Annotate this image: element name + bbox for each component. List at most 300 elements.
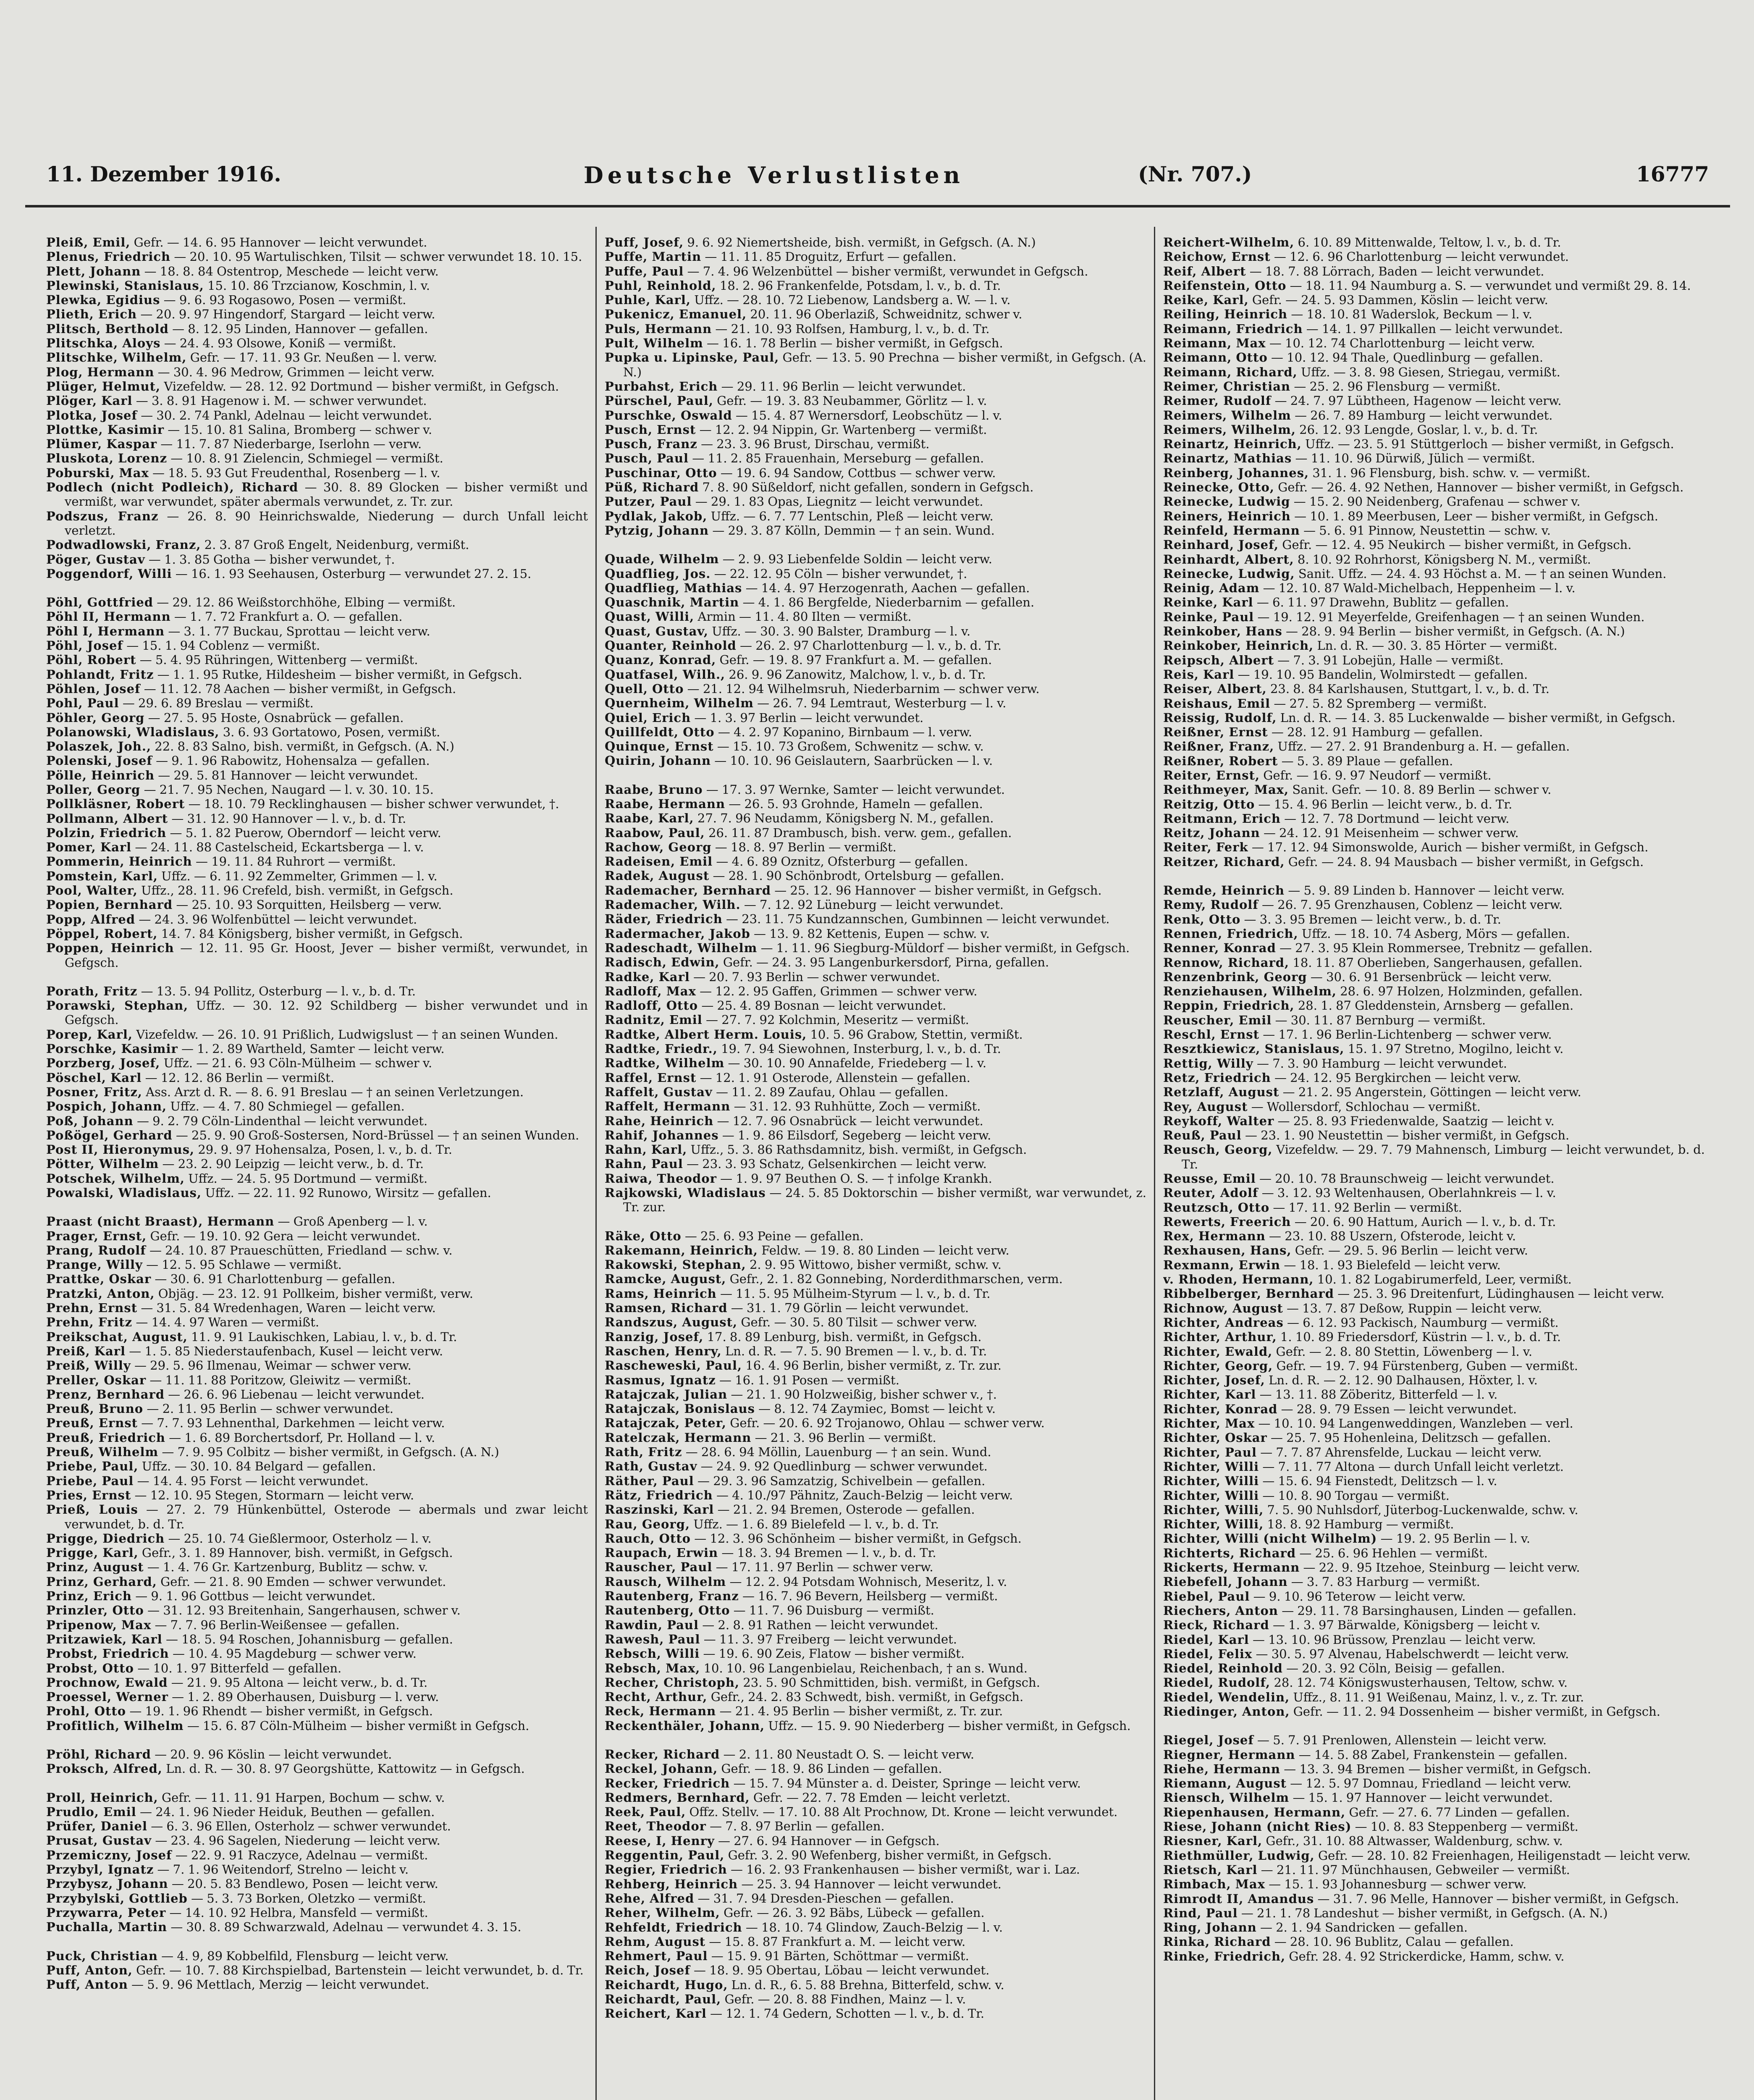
casualty-details: — 18. 8. 84 Ostentrop, Meschede — leicht verw. <box>144 264 439 278</box>
casualty-entry <box>605 1646 1146 1661</box>
casualty-details: — 28. 9. 94 Berlin — bisher vermißt, in Gefgsch. (A. N.) <box>1286 624 1625 639</box>
casualty-details: — 29. 12. 86 Weißstorchhöhe, Elbing — vermißt. <box>157 595 456 610</box>
casualty-details: — 15. 9. 91 Bärten, Schöttmar — vermißt. <box>711 1949 969 1964</box>
casualty-name: Pratzki, Anton, <box>46 1286 155 1301</box>
casualty-name: Rahif, Johannes <box>605 1128 719 1142</box>
casualty-name: Reinhardt, Albert, <box>1163 552 1294 567</box>
casualty-details: — 27. 5. 95 Hoste, Osnabrück — gefallen. <box>148 710 404 725</box>
casualty-name: Radisch, Edwin, <box>605 955 720 970</box>
casualty-details: — 2. 1. 94 Sandricken — gefallen. <box>1260 1920 1468 1935</box>
casualty-entry <box>605 1114 1146 1128</box>
casualty-entry <box>605 826 1146 840</box>
casualty-entry <box>46 609 588 624</box>
casualty-name: Pohl, Paul <box>46 696 119 711</box>
casualty-column-2 <box>605 235 1146 2100</box>
casualty-entry <box>46 1056 588 1070</box>
casualty-name: Riehe, Hermann <box>1163 1761 1281 1776</box>
casualty-details: — 27. 6. 94 Hannover — in Gefgsch. <box>718 1833 940 1848</box>
casualty-name: Retzlaff, August <box>1163 1085 1279 1100</box>
casualty-name: Prusat, Gustav <box>46 1833 152 1848</box>
casualty-details: 31. 1. 96 Flensburg, bish. schw. v. — vermißt. <box>1312 465 1591 480</box>
casualty-entry <box>605 466 1146 480</box>
casualty-name: Preuß, Bruno <box>46 1402 144 1416</box>
casualty-entry <box>1163 437 1705 451</box>
casualty-details: — 25. 6. 93 Peine — gefallen. <box>684 1228 864 1243</box>
casualty-entry <box>605 1805 1146 1819</box>
casualty-details: — 1. 2. 89 Wartheld, Samter — leicht verw. <box>181 1042 445 1056</box>
casualty-name: Proksch, Alfred, <box>46 1761 163 1776</box>
casualty-entry <box>1163 1344 1705 1359</box>
casualty-details: — 24. 10. 87 Praueschütten, Friedland — schw. v. <box>149 1243 453 1257</box>
casualty-details: Uffz. — 6. 11. 92 Zemmelter, Grimmen — l. v. <box>161 869 438 883</box>
casualty-entry <box>605 1978 1146 1992</box>
casualty-details: — 12. 2. 94 Potsdam Wohnisch, Meseritz, l. v. <box>729 1574 1007 1589</box>
casualty-name: Prager, Ernst, <box>46 1228 147 1243</box>
casualty-details: — 17. 12. 94 Simonswolde, Aurich — bisher vermißt, in Gefgsch. <box>1251 840 1649 855</box>
casualty-details: Armin — 11. 4. 80 Ilten — vermißt. <box>697 609 912 624</box>
casualty-name: Quatfasel, Wilh., <box>605 667 726 682</box>
casualty-name: Radek, August <box>605 869 710 883</box>
casualty-name: Prenz, Bernhard <box>46 1387 165 1402</box>
casualty-name: Reinig, Adam <box>1163 581 1260 596</box>
casualty-entry <box>1163 984 1705 998</box>
casualty-entry <box>605 753 1146 768</box>
casualty-entry <box>46 1099 588 1113</box>
casualty-name: Puls, Hermann <box>605 321 712 336</box>
casualty-entry <box>46 552 588 567</box>
casualty-entry <box>605 1661 1146 1675</box>
casualty-details: — 16. 1. 91 Posen — vermißt. <box>719 1373 899 1387</box>
casualty-details: — 20. 5. 83 Bendlewo, Posen — leicht verw. <box>171 1877 438 1891</box>
casualty-details: — 1. 3. 85 Gotha — bisher verwundet, †. <box>148 552 395 567</box>
casualty-details: — 15. 4. 96 Berlin — leicht verw., b. d. Tr. <box>1258 797 1513 811</box>
casualty-entry <box>46 1575 588 1589</box>
casualty-entry <box>1163 350 1705 365</box>
casualty-entry <box>46 1387 588 1402</box>
casualty-name: Räther, Paul <box>605 1473 694 1488</box>
casualty-details: — 29. 3. 87 Kölln, Demmin — † an sein. Wund. <box>712 523 995 538</box>
casualty-entry <box>605 408 1146 423</box>
casualty-entry <box>605 883 1146 898</box>
casualty-details: Gefr. — 20. 6. 92 Trojanowo, Ohlau — schwer verw. <box>730 1416 1045 1431</box>
casualty-name: Pöhl I, Hermann <box>46 624 165 638</box>
casualty-details: Gefr. — 21. 8. 90 Emden — schwer verwundet. <box>160 1574 446 1589</box>
casualty-entry <box>46 1229 588 1243</box>
casualty-entry <box>1163 379 1705 394</box>
casualty-entry <box>605 609 1146 624</box>
casualty-details: — 21. 10. 93 Rolfsen, Hamburg, l. v., b. d. Tr. <box>715 321 990 336</box>
casualty-name: Rahn, Paul <box>605 1157 683 1171</box>
casualty-details: — 25. 9. 90 Groß-Sostersen, Nord-Brüssel — † an seinen Wunden. <box>176 1128 579 1142</box>
casualty-details: — 7. 4. 96 Welzenbüttel — bisher vermißt, verwundet in Gefgsch. <box>687 264 1088 278</box>
casualty-name: Renziehausen, Wilhelm, <box>1163 984 1337 999</box>
casualty-name: Proessel, Werner <box>46 1690 168 1704</box>
casualty-details: — 31. 12. 93 Ruhhütte, Zoch — vermißt. <box>734 1099 981 1114</box>
casualty-details: — 16. 1. 93 Seehausen, Osterburg — verwundet 27. 2. 15. <box>175 566 532 581</box>
casualty-entry <box>1163 293 1705 307</box>
casualty-details: — Groß Apenberg — l. v. <box>278 1214 428 1229</box>
casualty-name: Resztkiewicz, Stanislaus, <box>1163 1042 1345 1056</box>
casualty-name: Reichardt, Hugo, <box>605 1977 728 1992</box>
casualty-details: — 11. 10. 96 Dürwiß, Jülich — vermißt. <box>1295 451 1535 466</box>
casualty-entry <box>1163 1690 1705 1704</box>
casualty-details: — 21. 7. 95 Nechen, Naugard — l. v. 30. 10. 15. <box>144 782 434 797</box>
casualty-details: — 24. 4. 93 Olsowe, Koniß — vermißt. <box>164 336 396 351</box>
casualty-name: Reppin, Friedrich, <box>1163 998 1295 1013</box>
casualty-entry <box>605 1834 1146 1848</box>
casualty-entry <box>605 1963 1146 1977</box>
casualty-entry <box>605 350 1146 379</box>
casualty-entry <box>1163 1387 1705 1402</box>
casualty-entry <box>46 1027 588 1042</box>
casualty-name: Rehm, August <box>605 1934 706 1949</box>
casualty-entry <box>1163 1416 1705 1431</box>
casualty-details: 3. 6. 93 Gortatowo, Posen, vermißt. <box>223 724 440 739</box>
casualty-entry <box>46 941 588 970</box>
casualty-details: — 7. 7. 96 Berlin-Weißensee — gefallen. <box>155 1617 400 1632</box>
casualty-details: — 28. 6. 94 Möllin, Lauenburg — † an sein. Wund. <box>685 1445 991 1460</box>
casualty-name: Radtke, Albert Herm. Louis, <box>605 1027 807 1042</box>
casualty-entry <box>605 653 1146 667</box>
header-rule <box>25 205 1730 207</box>
casualty-details: — 11. 12. 78 Aachen — bisher vermißt, in Gefgsch. <box>144 681 456 696</box>
casualty-name: Prigge, Karl, <box>46 1546 139 1560</box>
casualty-name: Ranzig, Josef, <box>605 1329 704 1344</box>
casualty-entry <box>46 480 588 509</box>
casualty-entry <box>605 1848 1146 1862</box>
casualty-details: — 2. 11. 95 Berlin — schwer verwundet. <box>147 1402 393 1416</box>
casualty-name: Radtke, Friedr., <box>605 1042 718 1056</box>
casualty-entry <box>605 1819 1146 1833</box>
casualty-details: Gefr. — 19. 10. 92 Gera — leicht verwundet. <box>150 1228 421 1243</box>
casualty-entry <box>1163 581 1705 595</box>
casualty-entry <box>605 667 1146 682</box>
casualty-name: Plottke, Kasimir <box>46 422 165 437</box>
casualty-name: Redmers, Bernhard, <box>605 1790 750 1805</box>
casualty-entry <box>605 1719 1146 1733</box>
casualty-name: Rewerts, Freerich <box>1163 1214 1291 1229</box>
casualty-entry <box>46 1445 588 1459</box>
casualty-name: Reissig, Rudolf, <box>1163 710 1277 725</box>
casualty-name: Prieß, Louis <box>46 1502 138 1517</box>
casualty-entry <box>605 509 1146 523</box>
casualty-entry <box>1163 1675 1705 1690</box>
casualty-entry <box>46 1330 588 1344</box>
casualty-entry <box>1163 264 1705 278</box>
casualty-entry <box>605 869 1146 883</box>
casualty-details: — 15. 2. 90 Neidenberg, Grafenau — schwer v. <box>1293 494 1581 509</box>
casualty-name: Prang, Rudolf <box>46 1243 146 1257</box>
casualty-name: Raschen, Henry, <box>605 1344 722 1358</box>
casualty-details: — 11. 2. 89 Zaufau, Ohlau — gefallen. <box>716 1084 949 1099</box>
casualty-entry <box>605 1502 1146 1517</box>
casualty-name: Pöger, Gustav <box>46 552 145 567</box>
casualty-name: Plitschka, Aloys <box>46 336 161 351</box>
casualty-entry <box>605 595 1146 609</box>
casualty-entry <box>1163 1848 1705 1863</box>
casualty-entry <box>46 1531 588 1546</box>
casualty-details: — 20. 10. 78 Braunschweig — leicht verwundet. <box>1259 1171 1555 1186</box>
casualty-details: Gefr. — 2. 8. 80 Stettin, Löwenberg — l. v. <box>1276 1344 1533 1359</box>
casualty-details: — 9. 10. 96 Teterow — leicht verw. <box>1253 1589 1466 1604</box>
casualty-entry <box>46 1071 588 1085</box>
casualty-name: Post II, Hieronymus, <box>46 1142 195 1157</box>
casualty-name: Reichert, Karl <box>605 2006 707 2021</box>
casualty-entry <box>1163 624 1705 638</box>
casualty-name: Richter, Willi <box>1163 1474 1259 1488</box>
casualty-name: Reinhard, Josef, <box>1163 538 1279 552</box>
casualty-details: — 21. 12. 94 Wilhelmsruh, Niederbarnim — schwer verw. <box>687 681 1040 696</box>
casualty-entry <box>46 638 588 653</box>
casualty-name: Rehfeldt, Friedrich <box>605 1920 742 1935</box>
casualty-details: — 18. 8. 97 Berlin — vermißt. <box>715 840 897 854</box>
casualty-name: Rickerts, Hermann <box>1163 1560 1300 1575</box>
casualty-details: — 10. 12. 94 Thale, Quedlinburg — gefallen. <box>1271 350 1544 365</box>
casualty-name: Rau, Georg, <box>605 1517 690 1531</box>
casualty-name: Riethmüller, Ludwig, <box>1163 1848 1315 1863</box>
casualty-entry <box>605 1949 1146 1963</box>
casualty-details: — 7. 9. 95 Colbitz — bisher vermißt, in Gefgsch. (A. N.) <box>162 1445 499 1460</box>
casualty-entry <box>46 1286 588 1301</box>
casualty-entry <box>46 753 588 768</box>
casualty-entry <box>605 278 1146 293</box>
casualty-details: Gefr. — 17. 11. 93 Gr. Neußen — l. verw. <box>190 350 437 365</box>
casualty-name: Reitmann, Erich <box>1163 811 1281 826</box>
casualty-name: Pölle, Heinrich <box>46 768 155 782</box>
casualty-details: 10. 1. 82 Logabirumerfeld, Leer, vermißt. <box>1317 1272 1572 1287</box>
casualty-entry <box>605 1027 1146 1042</box>
casualty-details: — 25. 10. 74 Gießlermoor, Osterholz — l. v. <box>168 1531 432 1546</box>
casualty-entry <box>46 1661 588 1675</box>
casualty-name: Pomstein, Karl, <box>46 869 158 883</box>
casualty-name: Quast, Willi, <box>605 609 695 624</box>
section-gap <box>46 1935 588 1949</box>
casualty-entry <box>605 293 1146 307</box>
casualty-details: — 15. 8. 87 Frankfurt a. M. — leicht verw. <box>709 1934 966 1949</box>
casualty-details: — 12. 12. 86 Berlin — vermißt. <box>145 1070 335 1085</box>
casualty-entry <box>1163 423 1705 437</box>
casualty-name: Pöhl II, Hermann <box>46 609 171 624</box>
casualty-details: — 25. 4. 89 Bosnan — leicht verwundet. <box>701 998 946 1013</box>
casualty-details: — 30. 6. 91 Bersenbrück — leicht verw. <box>1310 969 1552 984</box>
casualty-name: Przemiczny, Josef <box>46 1848 172 1862</box>
casualty-entry <box>605 1157 1146 1171</box>
casualty-name: Preiß, Willy <box>46 1358 131 1373</box>
casualty-name: Porep, Karl, <box>46 1027 133 1042</box>
casualty-entry <box>605 1531 1146 1546</box>
casualty-entry <box>1163 1286 1705 1301</box>
casualty-name: Plüger, Helmut, <box>46 379 161 394</box>
casualty-name: Reich, Josef <box>605 1963 690 1978</box>
casualty-entry <box>605 336 1146 350</box>
casualty-name: Rautenberg, Otto <box>605 1603 730 1618</box>
casualty-entry <box>46 624 588 638</box>
casualty-details: Gefr. — 24. 3. 95 Langenburkersdorf, Pirna, gefallen. <box>723 955 1049 970</box>
casualty-name: Pohlandt, Fritz <box>46 667 154 682</box>
casualty-entry <box>1163 1272 1705 1286</box>
casualty-details: — 18. 10. 81 Waderslok, Beckum — l. v. <box>1291 307 1532 322</box>
casualty-entry <box>1163 307 1705 321</box>
casualty-entry <box>605 1445 1146 1459</box>
casualty-details: — 1. 3. 97 Bärwalde, Königsberg — leicht v. <box>1272 1618 1541 1633</box>
casualty-name: Pripenow, Max <box>46 1617 152 1632</box>
casualty-entry <box>1163 394 1705 408</box>
casualty-name: Rawesh, Paul <box>605 1632 700 1646</box>
casualty-details: Ln. d. R. — 2. 12. 90 Dalhausen, Höxter, l. v. <box>1269 1373 1538 1388</box>
casualty-name: Preller, Oskar <box>46 1373 147 1387</box>
casualty-entry <box>605 394 1146 408</box>
casualty-details: — 27. 2. 79 Hünkenbüttel, Osterode — abermals und zwar leicht verwundet, b. d. Tr. <box>65 1502 588 1531</box>
casualty-entry <box>605 1071 1146 1085</box>
casualty-entry <box>1163 1373 1705 1387</box>
casualty-name: Pospich, Johann, <box>46 1099 167 1114</box>
casualty-name: Radtke, Wilhelm <box>605 1056 725 1071</box>
casualty-entry <box>46 1906 588 1920</box>
casualty-entry <box>1163 1877 1705 1891</box>
casualty-name: Rahn, Karl, <box>605 1142 687 1157</box>
casualty-name: Reinartz, Heinrich, <box>1163 437 1302 452</box>
casualty-entry <box>46 1243 588 1257</box>
casualty-name: Reinberg, Johannes, <box>1163 465 1309 480</box>
casualty-details: — 15. 1. 97 Hannover — leicht verwundet. <box>1293 1790 1553 1805</box>
casualty-details: — 2. 9. 93 Liebenfelde Soldin — leicht verw. <box>722 552 992 567</box>
casualty-name: Przywarra, Peter <box>46 1905 166 1920</box>
casualty-details: — 28. 12. 91 Hamburg — gefallen. <box>1271 725 1483 740</box>
casualty-name: Preikschat, August, <box>46 1329 188 1344</box>
casualty-name: Richter, Andreas <box>1163 1315 1284 1330</box>
casualty-name: Regier, Friedrich <box>605 1862 727 1877</box>
casualty-entry <box>46 1949 588 1963</box>
casualty-name: Polzin, Friedrich <box>46 825 167 840</box>
page-number: 16777 <box>1636 162 1709 186</box>
casualty-entry <box>46 1157 588 1171</box>
casualty-name: Radloff, Max <box>605 984 696 998</box>
casualty-name: Potschek, Wilhelm, <box>46 1171 185 1186</box>
casualty-details: — Wollersdorf, Schlochau — vermißt. <box>1251 1099 1481 1114</box>
casualty-name: Pröhl, Richard <box>46 1747 151 1761</box>
casualty-details: 1. 10. 89 Friedersdorf, Küstrin — l. v., b. d. Tr. <box>1280 1330 1561 1344</box>
casualty-name: Renner, Konrad <box>1163 941 1276 956</box>
casualty-name: Radnitz, Emil <box>605 1013 703 1027</box>
casualty-entry <box>46 1085 588 1099</box>
casualty-entry <box>1163 754 1705 768</box>
casualty-name: Quinque, Ernst <box>605 739 714 754</box>
casualty-name: Preiß, Karl <box>46 1344 126 1358</box>
casualty-entry <box>605 552 1146 566</box>
casualty-details: — 6. 11. 97 Drawehn, Bublitz — gefallen. <box>1256 595 1509 610</box>
casualty-entry <box>1163 1027 1705 1042</box>
casualty-name: Reichardt, Paul, <box>605 1992 721 2007</box>
casualty-details: Uffz., 28. 11. 96 Crefeld, bish. vermißt, in Gefgsch. <box>141 883 454 898</box>
casualty-details: — 24. 7. 97 Lübtheen, Hagenow — leicht verw. <box>1274 394 1562 408</box>
casualty-details: Gefr., 24. 2. 83 Schwedt, bish. vermißt, in Gefgsch. <box>711 1690 1024 1704</box>
casualty-entry <box>605 638 1146 653</box>
casualty-entry <box>46 1402 588 1416</box>
casualty-details: — 29. 1. 83 Opas, Liegnitz — leicht verwundet. <box>695 494 983 509</box>
casualty-name: Riedel, Wendelin, <box>1163 1690 1290 1704</box>
casualty-details: 16. 4. 96 Berlin, bisher vermißt, z. Tr. zur. <box>745 1358 1002 1373</box>
casualty-entry <box>46 998 588 1027</box>
casualty-details: — 7. 1. 96 Weitendorf, Strelno — leicht v. <box>157 1862 409 1877</box>
casualty-details: — 23. 4. 96 Sagelen, Niederung — leicht verw. <box>155 1833 440 1848</box>
casualty-name: Reithmeyer, Max, <box>1163 782 1289 797</box>
section-gap <box>605 1733 1146 1747</box>
casualty-entry <box>1163 653 1705 667</box>
casualty-name: Rettig, Willy <box>1163 1056 1253 1071</box>
casualty-details: 10. 10. 96 Langenbielau, Reichenbach, † an s. Wund. <box>703 1661 1028 1675</box>
casualty-details: — 17. 3. 97 Wernke, Samter — leicht verwundet. <box>706 782 1005 797</box>
casualty-entry <box>46 1171 588 1186</box>
casualty-entry <box>1163 1229 1705 1243</box>
casualty-details: — 12. 2. 95 Gaffen, Grimmen — schwer verw. <box>700 984 978 998</box>
casualty-name: Plümer, Kaspar <box>46 437 157 452</box>
casualty-entry <box>46 1963 588 1977</box>
casualty-details: Uffz. — 3. 8. 98 Giesen, Striegau, vermißt. <box>1300 365 1560 379</box>
casualty-entry <box>46 667 588 682</box>
casualty-details: — 12. 6. 96 Charlottenburg — leicht verwundet. <box>1274 249 1569 264</box>
casualty-entry <box>1163 1604 1705 1618</box>
casualty-name: Reimann, Friedrich <box>1163 321 1303 336</box>
casualty-details: — 18. 10. 74 Glindow, Zauch-Belzig — l. v. <box>745 1920 1003 1935</box>
casualty-details: — 4. 10./97 Pähnitz, Zauch-Belzig — leicht verw. <box>716 1488 1013 1502</box>
casualty-name: Pöhler, Georg <box>46 710 145 725</box>
casualty-entry <box>46 1819 588 1833</box>
casualty-name: Riebefell, Johann <box>1163 1575 1288 1589</box>
casualty-entry <box>605 840 1146 854</box>
casualty-entry <box>46 350 588 365</box>
casualty-name: Reinke, Paul <box>1163 609 1254 624</box>
casualty-name: Riechers, Anton <box>1163 1603 1278 1618</box>
casualty-entry <box>1163 898 1705 912</box>
casualty-name: Pöhlen, Josef <box>46 681 141 696</box>
casualty-details: Gefr. 28. 4. 92 Strickerdicke, Hamm, schw. v. <box>1289 1949 1565 1964</box>
casualty-details: — 28. 1. 90 Schönbrodt, Ortelsburg — gefallen. <box>713 869 1004 883</box>
casualty-entry <box>46 466 588 480</box>
casualty-entry <box>46 1862 588 1877</box>
casualty-entry <box>1163 1949 1705 1964</box>
casualty-name: Rietsch, Karl <box>1163 1862 1258 1877</box>
casualty-details: — 7. 12. 92 Lüneburg — leicht verwundet. <box>744 898 1004 912</box>
casualty-name: Prehn, Ernst <box>46 1301 138 1315</box>
casualty-entry <box>46 1128 588 1142</box>
casualty-details: — 30. 4. 96 Medrow, Grimmen — leicht verw. <box>157 365 435 379</box>
casualty-entry <box>1163 811 1705 826</box>
casualty-details: Gefr. — 11. 2. 94 Dossenheim — bisher vermißt, in Gefgsch. <box>1293 1704 1660 1719</box>
casualty-details: — 19. 2. 95 Berlin — l. v. <box>1380 1531 1531 1546</box>
casualty-name: Rachow, Georg <box>605 840 712 854</box>
casualty-entry <box>46 1589 588 1603</box>
casualty-details: — 29. 11. 78 Barsinghausen, Linden — gefallen. <box>1282 1603 1577 1618</box>
casualty-name: Pürschel, Paul, <box>605 394 713 408</box>
casualty-details: — 17. 11. 92 Berlin — vermißt. <box>1273 1200 1462 1215</box>
casualty-name: Prüfer, Daniel <box>46 1819 147 1834</box>
casualty-details: — 23. 10. 88 Uszern, Ofsterode, leicht v. <box>1269 1229 1516 1244</box>
casualty-name: Richter, Willi <box>1163 1459 1259 1474</box>
casualty-details: 18. 2. 96 Frankenfelde, Potsdam, l. v., b. d. Tr. <box>719 278 1001 293</box>
casualty-details: Gefr. — 12. 4. 95 Neukirch — bisher vermißt, in Gefgsch. <box>1282 538 1632 552</box>
casualty-name: Reinecke, Otto, <box>1163 480 1274 495</box>
casualty-details: — 3. 12. 93 Weltenhausen, Oberlahnkreis — l. v. <box>1261 1186 1556 1200</box>
casualty-name: Rexhausen, Hans, <box>1163 1243 1292 1258</box>
casualty-entry <box>46 1257 588 1272</box>
casualty-details: — 11. 11. 88 Poritzow, Gleiwitz — vermißt. <box>149 1373 412 1387</box>
casualty-name: Reiter, Ernst, <box>1163 768 1260 782</box>
casualty-details: 28. 12. 74 Königswusterhausen, Teltow, schw. v. <box>1274 1675 1568 1690</box>
casualty-entry <box>605 1906 1146 1920</box>
casualty-entry <box>1163 1243 1705 1257</box>
casualty-details: Uffz. — 21. 6. 93 Cöln-Mülheim — schwer v. <box>163 1056 433 1071</box>
casualty-name: Richter, Willi, <box>1163 1517 1264 1532</box>
